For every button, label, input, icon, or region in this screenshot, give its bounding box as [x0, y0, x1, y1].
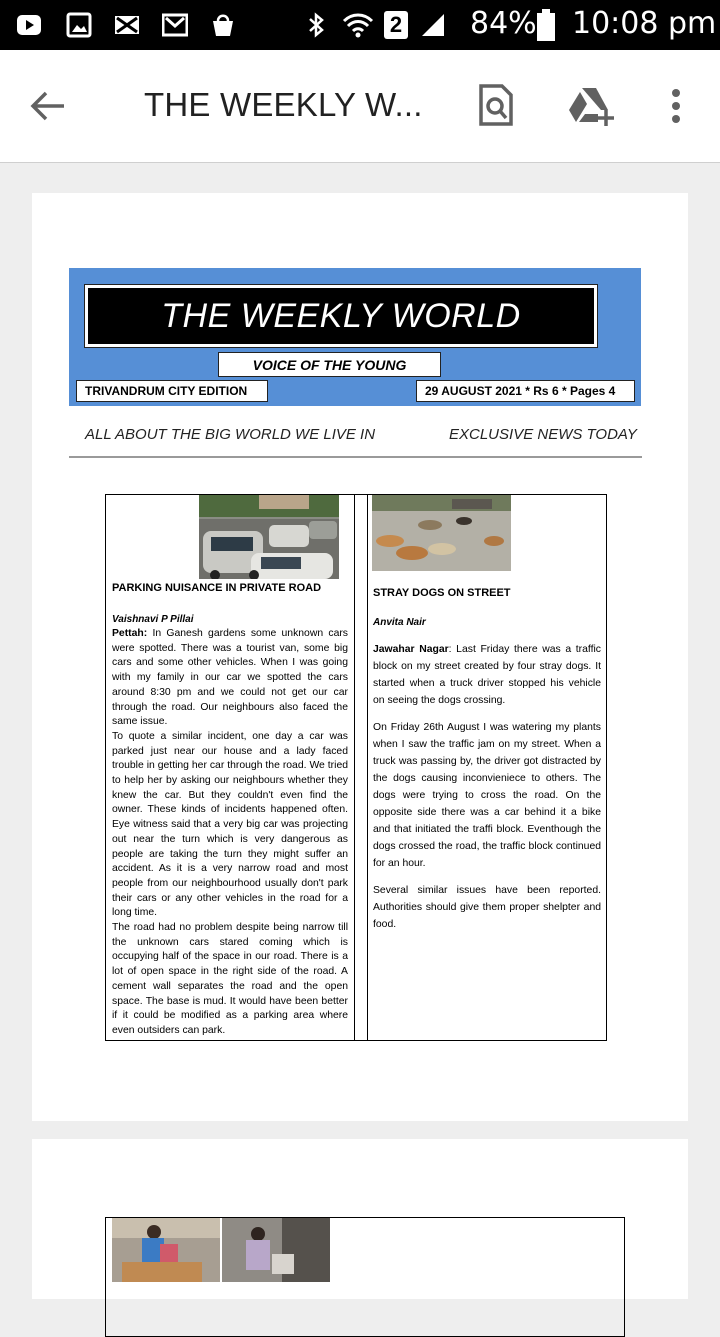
newspaper-title: THE WEEKLY WORLD — [161, 296, 521, 335]
youtube-icon — [16, 12, 42, 38]
clock: 10:08 pm — [572, 6, 717, 41]
subline-left: ALL ABOUT THE BIG WORLD WE LIVE IN — [85, 426, 376, 443]
sim-badge-label: 2 — [389, 12, 403, 37]
articles-table — [105, 494, 607, 1041]
wifi-icon — [342, 12, 374, 38]
article-paragraph: To quote a similar incident, one day a car was parked just near our house and a lady faced trouble in getting her car through the road. We tried to help her by asking our neighbours whether they knew the car. But they couldn't even find the owner. These kinds of incidents happened often. Eye witness said that a very big car was projecting out near the turn which is very dangerous as people are taking the turn they might suffer an accident. As it is a very narrow road and most people from our neighbourhood usually don't park their cars or any other vehicles in the road for a long time. — [112, 730, 348, 919]
gmail-icon — [162, 12, 188, 38]
status-bar — [0, 0, 720, 50]
subline-right: EXCLUSIVE NEWS TODAY — [449, 426, 637, 443]
back-arrow-icon[interactable] — [28, 88, 68, 124]
article-paragraph: In Ganesh gardens some unknown cars were spotted. There was a tourist van, some big cars and some other vehicles. When I was going with my family in our car we spotted the cars around 8:30 pm and we could not get our car through the road. Our neighbours also faced the same issue. — [112, 628, 348, 728]
column-divider — [354, 495, 355, 1040]
add-to-drive-icon[interactable] — [568, 86, 616, 126]
article-byline: Vaishnavi P Pillai — [112, 614, 194, 625]
article-paragraph: The road had no problem despite being narrow till the unknown cars stared coming which is occupying half of the space in our road. There is a lot of open space in the right side of the road. A cement wall separates the road and the open space. The base is mud. It would have been better if it could be modified as a parking area where even outsiders can park. — [112, 922, 348, 1036]
column-divider — [367, 495, 368, 1040]
gallery-icon — [66, 12, 92, 38]
app-bar — [0, 50, 720, 163]
article-photo — [112, 1218, 330, 1282]
search-document-icon[interactable] — [478, 84, 514, 126]
articles-table — [105, 1217, 625, 1337]
more-options-icon[interactable] — [669, 88, 683, 126]
article-paragraph: Several similar issues have been reported. Authorities should give them proper shelpter and food. — [373, 885, 601, 930]
article-body — [112, 627, 348, 1039]
tagline: VOICE OF THE YOUNG — [218, 352, 441, 377]
date-line: 29 AUGUST 2021 * Rs 6 * Pages 4 — [416, 380, 635, 402]
article-body — [373, 641, 601, 943]
signal-icon — [420, 12, 446, 38]
document-page[interactable] — [32, 1139, 688, 1299]
masthead — [69, 268, 641, 406]
article-dateline: Jawahar Nagar — [373, 644, 449, 655]
mail-x-icon — [114, 12, 140, 38]
document-title: THE WEEKLY W... — [144, 86, 423, 123]
article-paragraph: On Friday 26th August I was watering my plants when I saw the traffic jam on my street. When a truck was passing by, the driver got distracted by the dogs causing inconvieniece to others. The dogs were trying to cross the road. On the opposite side there was a car behind it a bike and that initiated the traffi block. Eventhough the dogs crossed the road, the traffic block continued for an hour. — [373, 722, 601, 869]
shopping-bag-icon — [210, 12, 236, 38]
article-headline: STRAY DOGS ON STREET — [373, 587, 511, 599]
battery-icon — [536, 9, 556, 41]
article-paragraph: : Last Friday there was a traffic block on my street created by four stray dogs. It started when a truck driver stopped his vehicle on seeing the dogs crossing. — [373, 644, 601, 706]
parking-photo — [199, 495, 339, 579]
bluetooth-icon — [303, 12, 329, 38]
battery-percent: 84% — [470, 6, 537, 41]
edition-label: TRIVANDRUM CITY EDITION — [76, 380, 268, 402]
article-headline: PARKING NUISANCE IN PRIVATE ROAD — [112, 582, 322, 594]
stray-dogs-photo — [372, 495, 511, 571]
divider — [69, 456, 642, 458]
sim-badge — [384, 11, 408, 39]
article-dateline: Pettah: — [112, 628, 148, 639]
document-page[interactable] — [32, 193, 688, 1121]
masthead-title-box — [85, 285, 597, 347]
article-byline: Anvita Nair — [373, 617, 426, 628]
